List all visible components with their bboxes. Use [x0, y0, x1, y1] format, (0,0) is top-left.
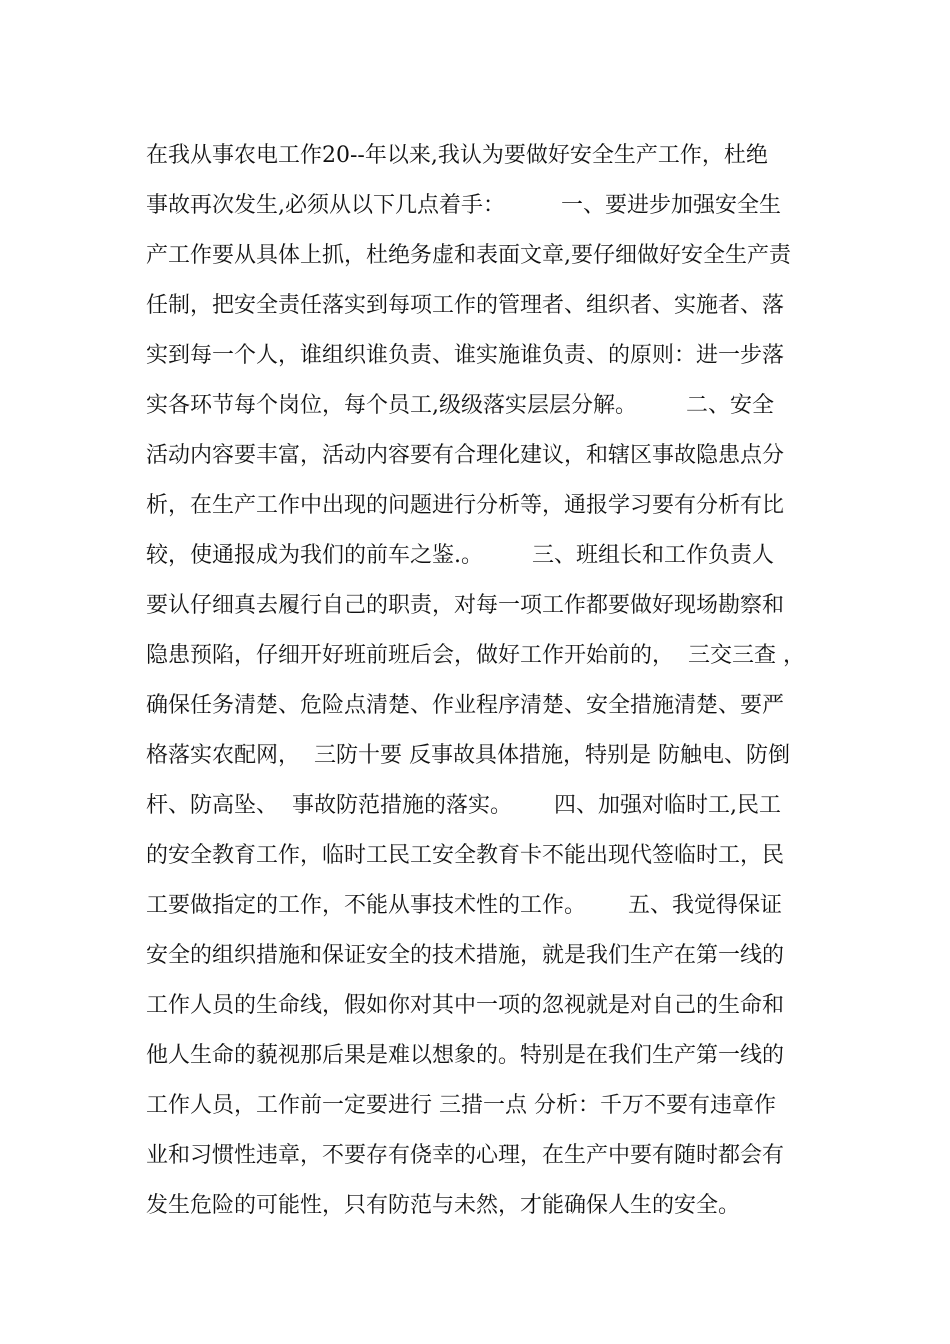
text-line: 杆、防高坠、 事故防范措施的落实。 四、加强对临时工,民工: [146, 793, 781, 818]
text-line: 要认仔细真去履行自己的职责，对每一项工作都要做好现场勘察和: [146, 593, 785, 618]
text-line: 格落实农配网， 三防十要 反事故具体措施，特别是 防触电、防倒: [146, 743, 790, 768]
text-line: 的安全教育工作，临时工民工安全教育卡不能出现代签临时工，民: [146, 843, 785, 868]
text-line: 工作人员，工作前一定要进行 三措一点 分析：千万不要有违章作: [146, 1093, 776, 1118]
text-line: 隐患预陷，仔细开好班前班后会，做好工作开始前的， 三交三查 ，: [146, 643, 805, 668]
text-line: 事故再次发生,必须从以下几点着手： 一、要进步加强安全生: [146, 193, 781, 218]
text-line: 析，在生产工作中出现的问题进行分析等，通报学习要有分析有比: [146, 493, 785, 518]
text-line: 工作人员的生命线，假如你对其中一项的忽视就是对自己的生命和: [146, 993, 785, 1018]
text-line: 他人生命的藐视那后果是难以想象的。特别是在我们生产第一线的: [146, 1043, 785, 1068]
text-line: 实各环节每个岗位，每个员工,级级落实层层分解。 二、安全: [146, 393, 774, 418]
text-line: 在我从事农电工作20--年以来,我认为要做好安全生产工作，杜绝: [146, 143, 768, 168]
text-line: 安全的组织措施和保证安全的技术措施，就是我们生产在第一线的: [146, 943, 785, 968]
text-line: 任制，把安全责任落实到每项工作的管理者、组织者、实施者、落: [146, 293, 785, 318]
text-line: 发生危险的可能性，只有防范与未然，才能确保人生的安全。: [146, 1193, 741, 1218]
text-line: 活动内容要丰富，活动内容要有合理化建议，和辖区事故隐患点分: [146, 443, 785, 468]
text-line: 业和习惯性违章，不要存有侥幸的心理，在生产中要有随时都会有: [146, 1143, 785, 1168]
text-line: 产工作要从具体上抓，杜绝务虚和表面文章,要仔细做好安全生产责: [146, 243, 791, 268]
text-line: 较，使通报成为我们的前车之鉴.。 三、班组长和工作负责人: [146, 543, 774, 568]
text-line: 确保任务清楚、危险点清楚、作业程序清楚、安全措施清楚、要严: [146, 693, 785, 718]
text-line: 实到每一个人，谁组织谁负责、谁实施谁负责、的原则：进一步落: [146, 343, 785, 368]
text-line: 工要做指定的工作，不能从事技术性的工作。 五、我觉得保证: [146, 893, 782, 918]
body-text: [146, 131, 846, 1231]
